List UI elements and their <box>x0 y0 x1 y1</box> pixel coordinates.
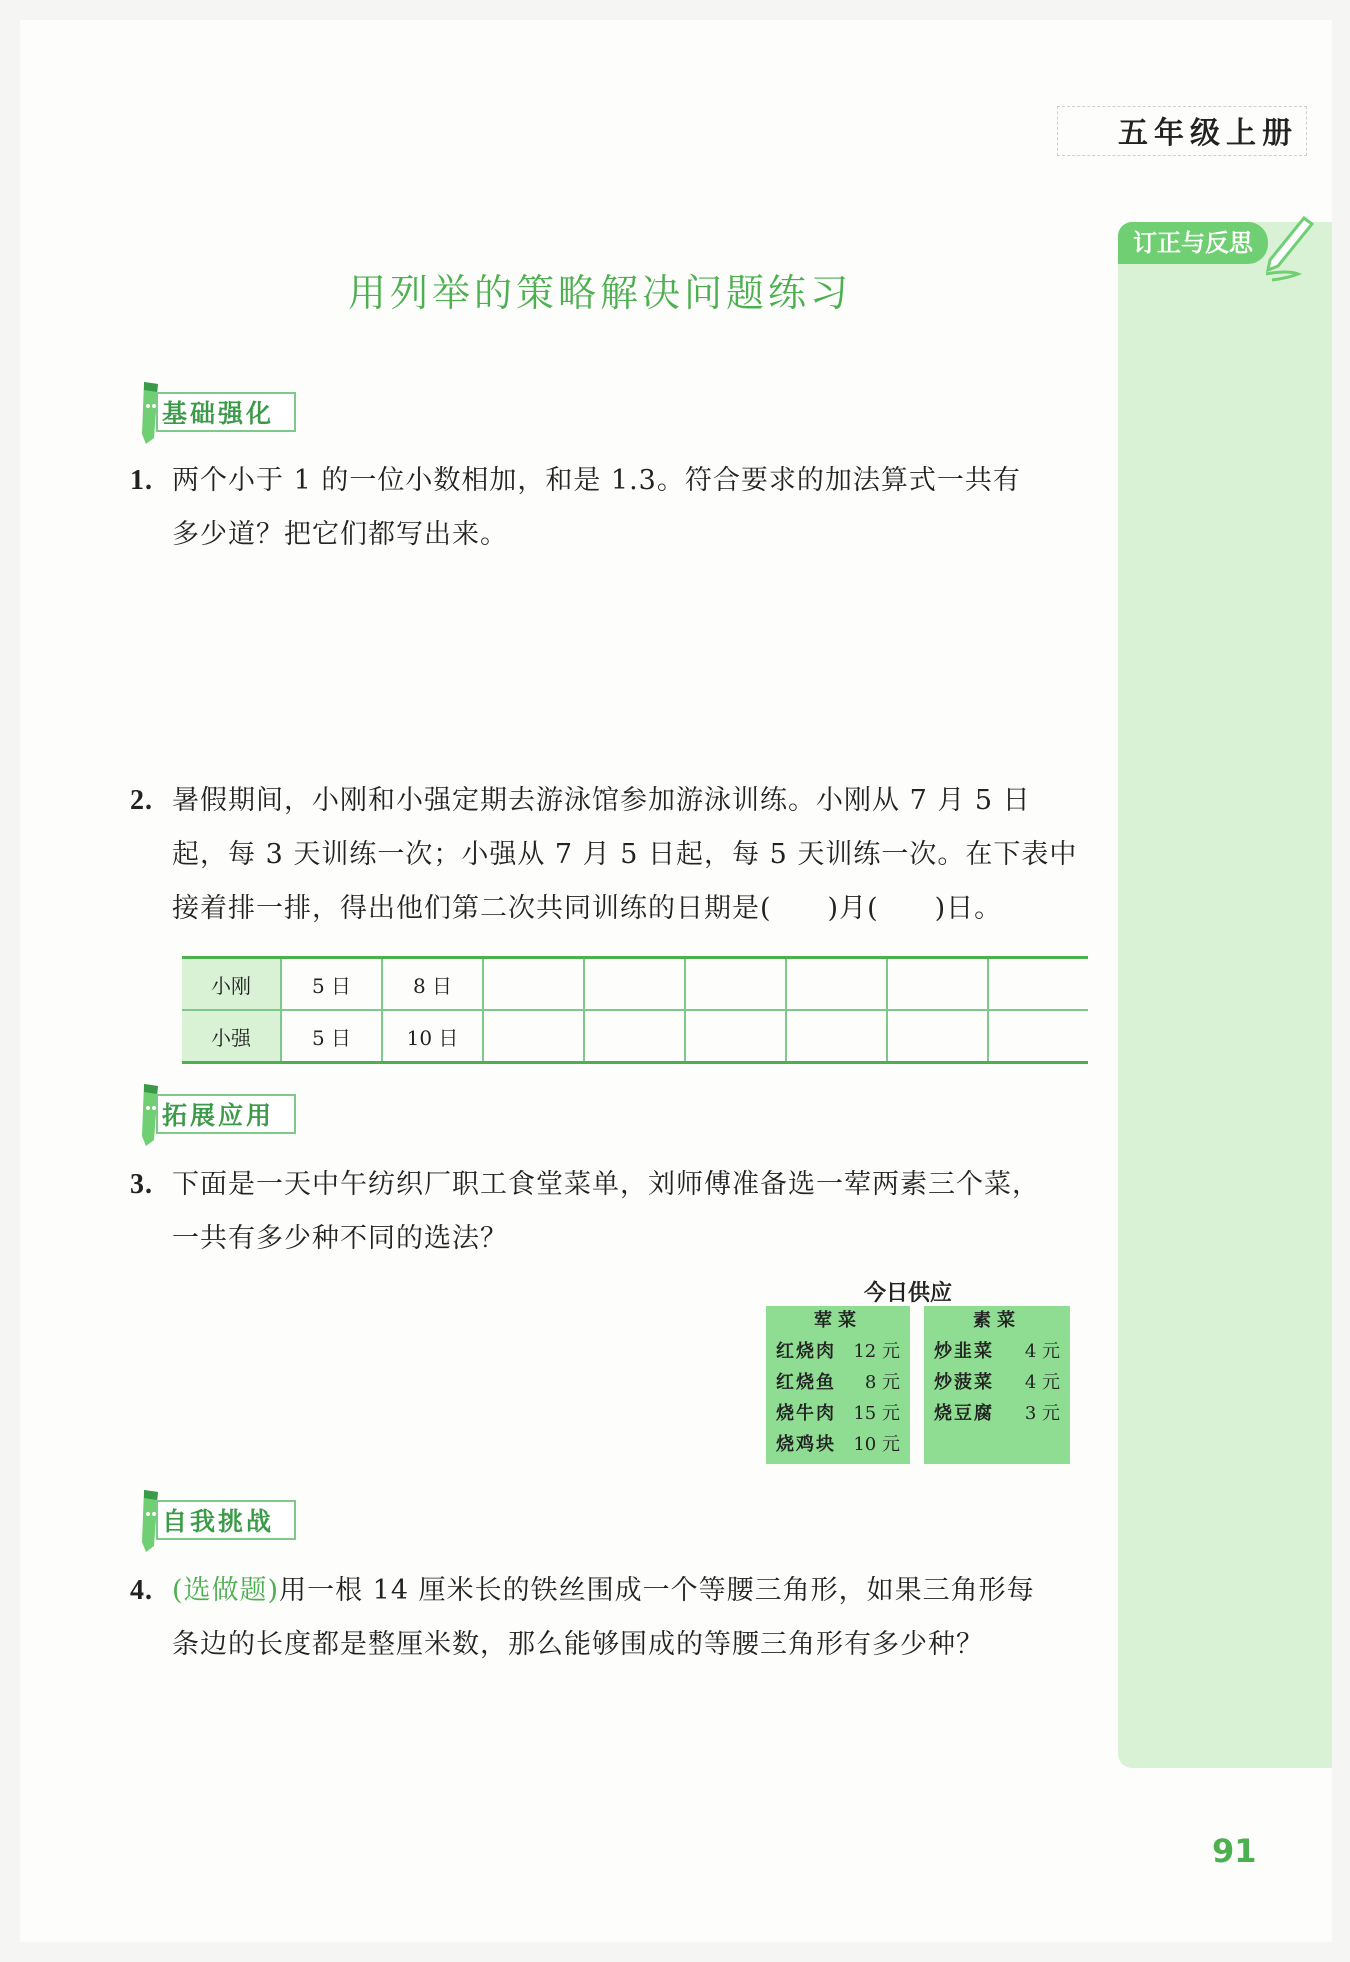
menu-item <box>766 1398 910 1429</box>
table-cell[interactable] <box>584 958 685 1011</box>
question-text: 一共有多少种不同的选法？ <box>172 1223 508 1254</box>
table-cell[interactable] <box>887 958 988 1011</box>
dish-price: 4 元 <box>1024 1341 1060 1362</box>
menu-item <box>766 1429 910 1460</box>
section-title: 拓展应用 <box>162 1101 275 1130</box>
table-cell: 10 日 <box>382 1010 483 1063</box>
menu-header: 素菜 <box>973 1310 1021 1331</box>
menu-item <box>924 1367 1070 1398</box>
table-cell: 8 日 <box>382 958 483 1011</box>
section-title: 自我挑战 <box>162 1507 275 1536</box>
section-basic <box>134 378 304 438</box>
correction-panel <box>1118 222 1332 1768</box>
table-cell[interactable] <box>786 958 887 1011</box>
question-number: 3. <box>130 1169 153 1200</box>
table-row <box>182 1010 1088 1063</box>
menu-veg <box>924 1306 1070 1464</box>
table-cell[interactable] <box>685 1010 786 1063</box>
question-text: 暑假期间，小刚和小强定期去游泳馆参加游泳训练。小刚从 7 月 5 日 <box>172 785 1031 816</box>
dish-name: 烧牛肉 <box>776 1403 836 1424</box>
dish-price: 4 元 <box>1024 1372 1060 1393</box>
question-number: 1. <box>130 465 153 496</box>
page-number: 91 <box>1212 1832 1257 1870</box>
question-text: 起，每 3 天训练一次；小强从 7 月 5 日起，每 5 天训练一次。在下表中 <box>172 839 1078 870</box>
question-4 <box>130 1564 1080 1672</box>
table-cell[interactable] <box>786 1010 887 1063</box>
table-cell[interactable] <box>988 1010 1088 1063</box>
dish-price: 10 元 <box>853 1434 900 1455</box>
question-1 <box>130 454 1080 562</box>
row-header: 小强 <box>182 1010 281 1063</box>
table-cell[interactable] <box>685 958 786 1011</box>
menu-header: 荤菜 <box>814 1310 862 1331</box>
table-cell[interactable] <box>483 1010 584 1063</box>
menu-meat <box>766 1306 910 1464</box>
menu-title: 今日供应 <box>864 1281 953 1306</box>
grade-label: 五年级上册 <box>1110 108 1298 152</box>
menu-item <box>766 1336 910 1367</box>
section-title: 基础强化 <box>162 399 275 428</box>
question-text: 下面是一天中午纺织厂职工食堂菜单，刘师傅准备选一荤两素三个菜， <box>172 1169 1040 1200</box>
menu-item <box>924 1336 1070 1367</box>
menu-item <box>766 1367 910 1398</box>
section-challenge <box>134 1486 304 1546</box>
question-text-rest: 用一根 14 厘米长的铁丝围成一个等腰三角形，如果三角形每 <box>279 1575 1035 1606</box>
question-text: 两个小于 1 的一位小数相加，和是 1.3。符合要求的加法算式一共有 <box>172 465 1021 496</box>
question-text: 条边的长度都是整厘米数，那么能够围成的等腰三角形有多少种？ <box>172 1629 984 1660</box>
dish-price: 8 元 <box>864 1372 900 1393</box>
question-2 <box>130 774 1080 936</box>
dish-name: 红烧鱼 <box>776 1372 836 1393</box>
question-number: 2. <box>130 785 153 816</box>
table-cell: 5 日 <box>281 958 382 1011</box>
page-title: 用列举的策略解决问题练习 <box>347 271 852 315</box>
section-extend <box>134 1080 304 1140</box>
table-row <box>182 958 1088 1011</box>
dish-price: 15 元 <box>853 1403 900 1424</box>
table-cell[interactable] <box>584 1010 685 1063</box>
dish-price: 12 元 <box>853 1341 900 1362</box>
row-header: 小刚 <box>182 958 281 1011</box>
table-cell[interactable] <box>483 958 584 1011</box>
dish-name: 烧豆腐 <box>934 1403 994 1424</box>
dish-name: 红烧肉 <box>776 1341 836 1362</box>
dish-name: 炒韭菜 <box>934 1341 994 1362</box>
question-number: 4. <box>130 1575 153 1606</box>
table-cell[interactable] <box>887 1010 988 1063</box>
pencil-icon <box>1258 214 1318 284</box>
dish-name: 烧鸡块 <box>776 1434 836 1455</box>
question-text: 多少道？把它们都写出来。 <box>172 519 508 550</box>
table-cell: 5 日 <box>281 1010 382 1063</box>
menu-item <box>924 1398 1070 1429</box>
table-cell[interactable] <box>988 958 1088 1011</box>
optional-tag: (选做题) <box>172 1575 280 1606</box>
question-3 <box>130 1158 1080 1266</box>
dish-price: 3 元 <box>1024 1403 1060 1424</box>
question-text <box>130 1564 1080 1618</box>
dish-name: 炒菠菜 <box>934 1372 994 1393</box>
correction-tag: 订正与反思 <box>1118 222 1268 264</box>
schedule-table <box>182 956 1088 1064</box>
question-text: 接着排一排，得出他们第二次共同训练的日期是( )月( )日。 <box>172 893 1003 924</box>
